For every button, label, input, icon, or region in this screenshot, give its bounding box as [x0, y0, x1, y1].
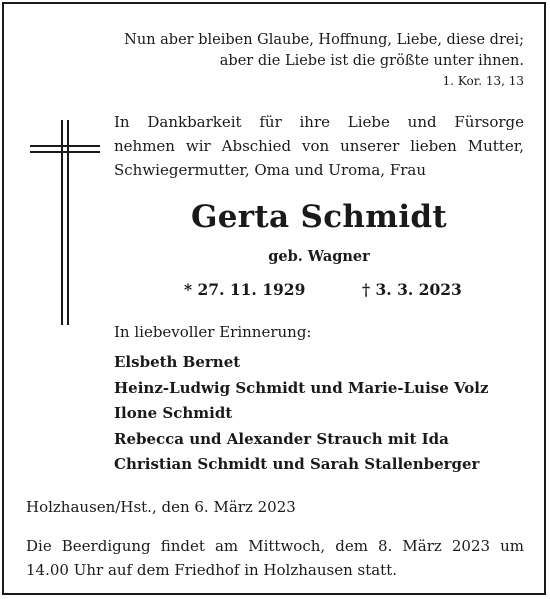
- birth-date: * 27. 11. 1929: [184, 280, 306, 299]
- mourner-item: Ilone Schmidt: [114, 404, 233, 422]
- mourner-item: Rebecca und Alexander Strauch mit Ida: [114, 429, 449, 448]
- mourner-item: Heinz-Ludwig Schmidt und Marie-Luise Volz: [114, 378, 489, 397]
- intro-line-3: Schwiegermutter, Oma und Uroma, Frau: [114, 161, 427, 179]
- mourner-item: Christian Schmidt und Sarah Stallenberger: [114, 455, 480, 473]
- maiden-name: geb. Wagner: [268, 248, 370, 265]
- place-and-date: Holzhausen/Hst., den 6. März 2023: [26, 498, 296, 516]
- memory-label: In liebevoller Erinnerung:: [114, 323, 312, 341]
- mourner-item: Elsbeth Bernet: [114, 353, 241, 371]
- verse-line-1: Nun aber bleiben Glaube, Hoffnung, Liebe, diese drei;: [124, 32, 524, 48]
- funeral-line-1: Die Beerdigung findet am Mittwoch, dem 8. März 2023 um: [26, 537, 524, 555]
- verse-reference: 1. Kor. 13, 13: [442, 74, 524, 88]
- bible-verse: [124, 30, 524, 90]
- death-date: † 3. 3. 2023: [362, 280, 462, 299]
- obituary-notice: [2, 2, 546, 595]
- verse-line-2: aber die Liebe ist die größte unter ihnen.: [219, 53, 524, 69]
- deceased-name: Gerta Schmidt: [190, 199, 447, 235]
- cross-icon: [30, 120, 100, 325]
- intro-line-2: nehmen wir Abschied von unserer lieben Mutter,: [114, 137, 524, 155]
- intro-text: [114, 110, 524, 182]
- mourners-list: [114, 350, 488, 478]
- funeral-line-2: 14.00 Uhr auf dem Friedhof in Holzhausen statt.: [26, 561, 398, 579]
- intro-line-1: In Dankbarkeit für ihre Liebe und Fürsorge: [114, 113, 524, 131]
- funeral-notice: [26, 534, 524, 582]
